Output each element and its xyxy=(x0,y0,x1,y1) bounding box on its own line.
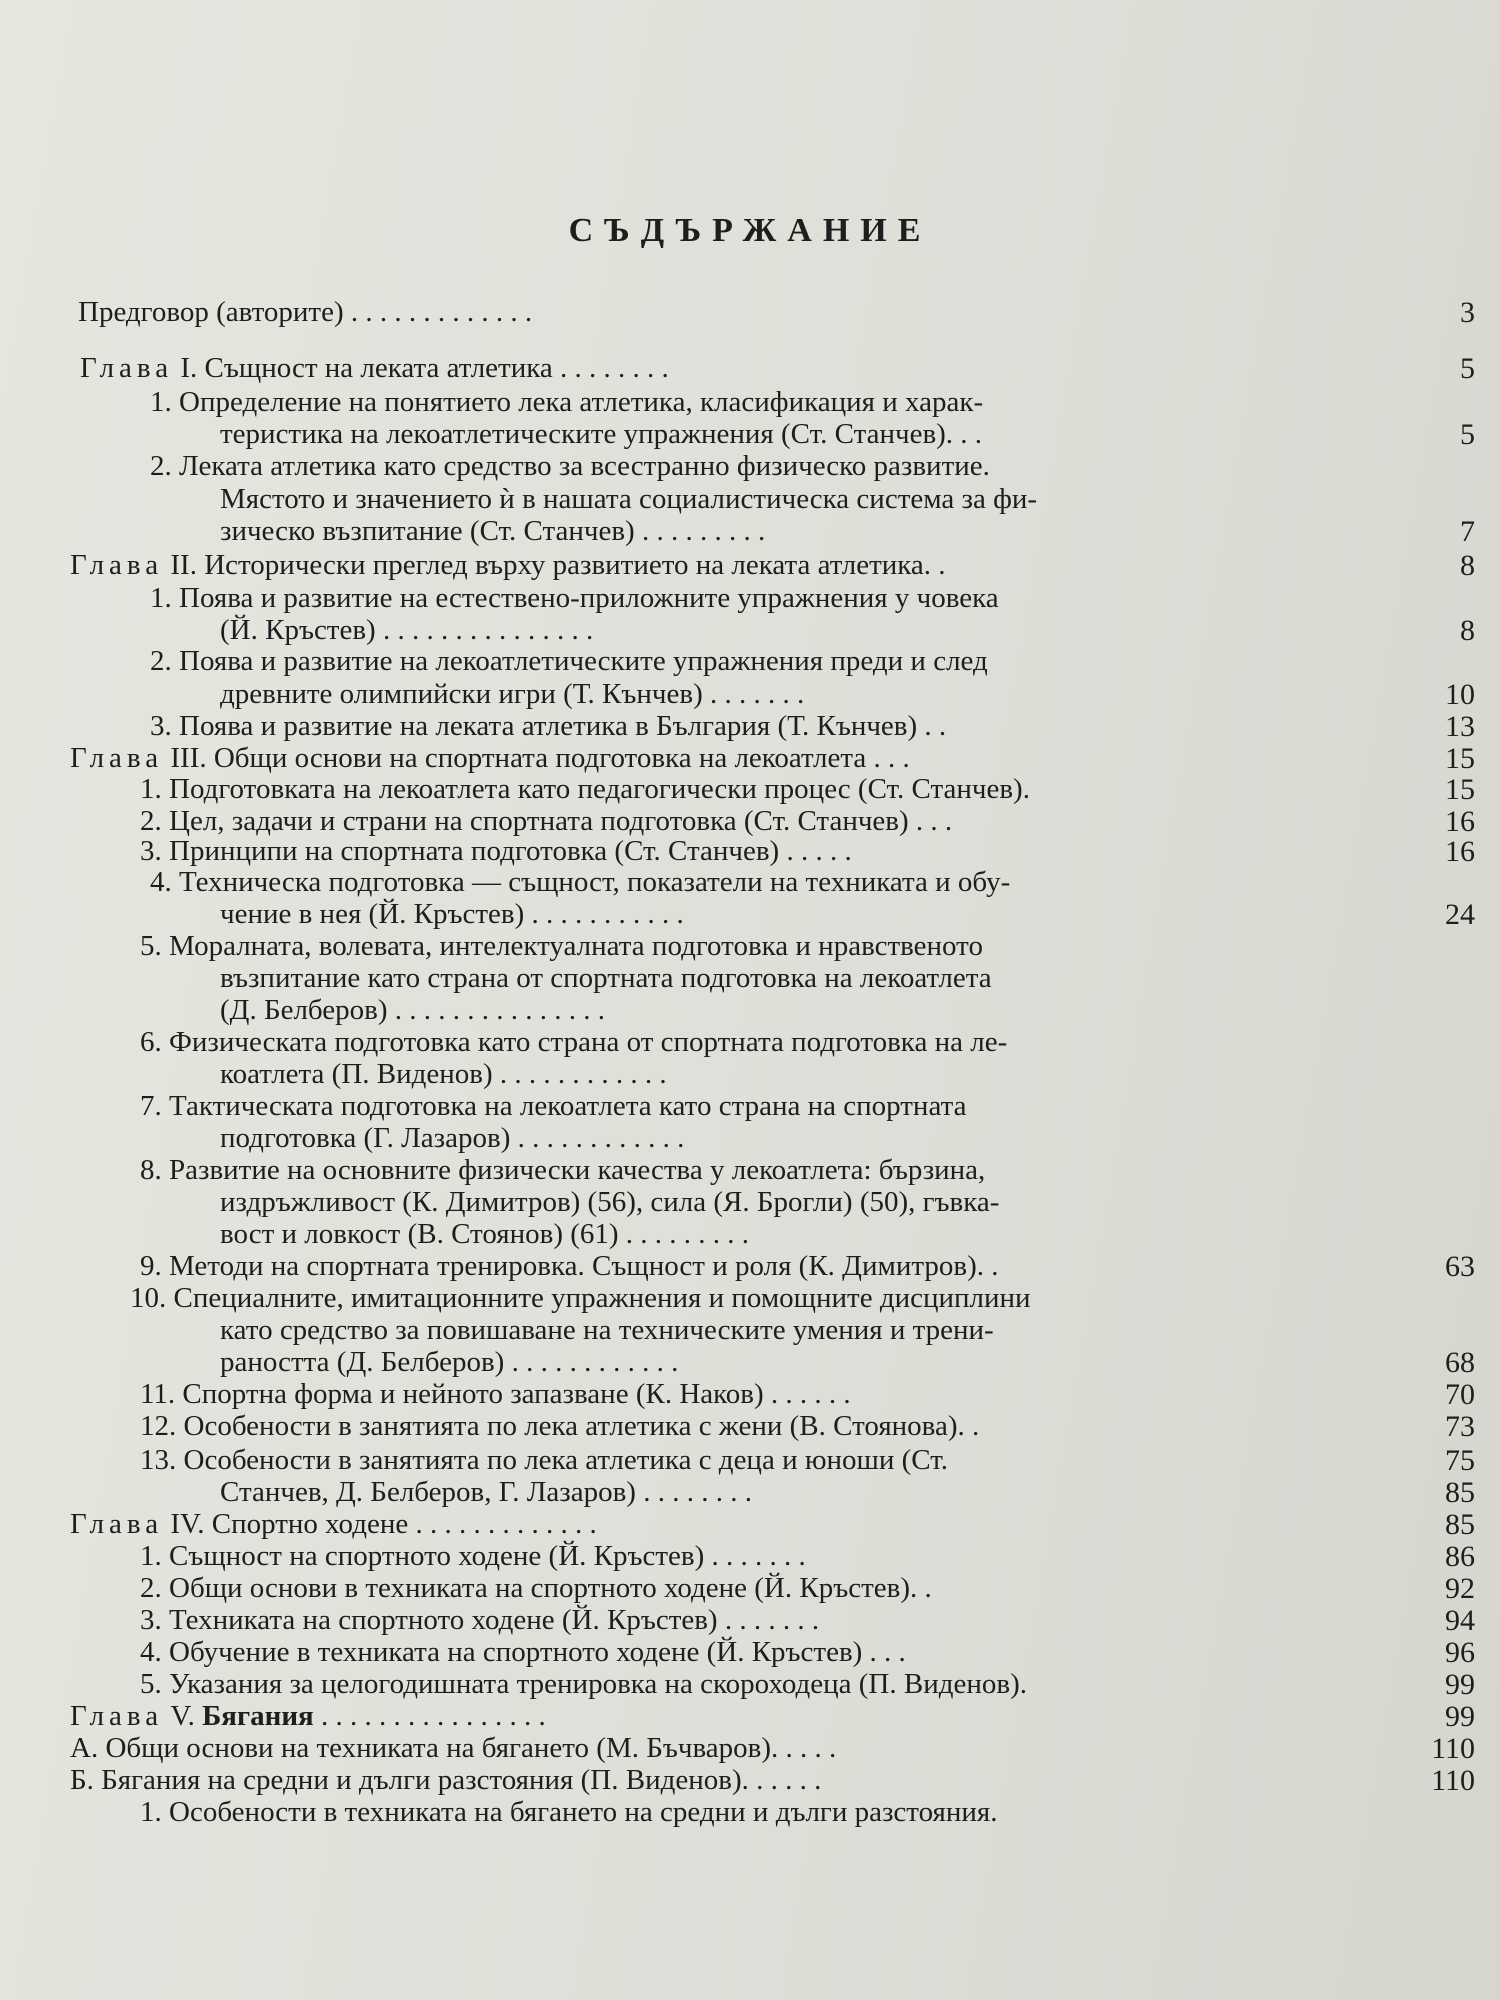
toc-entry-text: 4. Техническа подготовка — същност, показатели на техниката и обу- xyxy=(150,866,1011,898)
page-title: СЪДЪРЖАНИЕ xyxy=(568,212,932,249)
toc-entry-page: 10 xyxy=(1445,678,1475,711)
toc-entry-text: 10. Специалните, имитационните упражнения и помощните дисциплини xyxy=(130,1282,1031,1314)
toc-entry-text: 11. Спортна форма и нейното запазване (К. Наков) . . . . . . xyxy=(140,1378,851,1410)
toc-entry-text: 1. Поява и развитие на естествено-приложните упражнения у човека xyxy=(150,582,999,614)
toc-entry-page: 96 xyxy=(1445,1636,1475,1669)
toc-entry-text: Станчев, Д. Белберов, Г. Лазаров) . . . . . . . . xyxy=(220,1476,752,1508)
toc-entry-page: 110 xyxy=(1431,1764,1475,1797)
toc-entry-page: 70 xyxy=(1445,1378,1475,1411)
toc-entry-page: 5 xyxy=(1460,352,1475,385)
toc-entry-text: 2. Леката атлетика като средство за всестранно физическо развитие. xyxy=(150,450,990,482)
toc-entry-text: Глава IV. Спортно ходене . . . . . . . . . . . . . xyxy=(70,1508,597,1540)
toc-entry-text: 1. Особености в техниката на бягането на средни и дълги разстояния. xyxy=(140,1796,998,1828)
toc-entry-text: 2. Цел, задачи и страни на спортната подготовка (Ст. Станчев) . . . xyxy=(140,805,953,837)
toc-entry-text: Предговор (авторите) . . . . . . . . . . . . . xyxy=(78,296,533,328)
toc-entry-page: 15 xyxy=(1445,773,1475,806)
toc-entry-text: 7. Тактическата подготовка на лекоатлета като страна на спортната xyxy=(140,1090,967,1122)
toc-entry-text: 5. Моралната, волевата, интелектуалната подготовка и нравственото xyxy=(140,930,983,962)
toc-entry-page: 5 xyxy=(1460,418,1475,451)
toc-entry-page: 85 xyxy=(1445,1476,1475,1509)
toc-entry-page: 68 xyxy=(1445,1346,1475,1379)
toc-entry-text: подготовка (Г. Лазаров) . . . . . . . . . . . . xyxy=(220,1122,685,1154)
toc-entry-text: 5. Указания за целогодишната тренировка на скороходеца (П. Виденов). xyxy=(140,1668,1027,1700)
toc-entry-text: зическо възпитание (Ст. Станчев) . . . . . . . . . xyxy=(220,515,766,547)
toc-entry-text: 13. Особености в занятията по лека атлетика с деца и юноши (Ст. xyxy=(140,1444,948,1476)
toc-entry-text: 8. Развитие на основните физически качества у лекоатлета: бързина, xyxy=(140,1154,986,1186)
toc-entry-text: раността (Д. Белберов) . . . . . . . . . . . . xyxy=(220,1346,679,1378)
toc-entry-text: 4. Обучение в техниката на спортното ходене (Й. Кръстев) . . . xyxy=(140,1636,906,1668)
toc-entry-page: 15 xyxy=(1445,742,1475,775)
toc-entry-text: Глава I. Същност на леката атлетика . . . . . . . . xyxy=(80,352,669,384)
toc-entry-text: 1. Подготовката на лекоатлета като педагогически процес (Ст. Станчев). xyxy=(140,773,1030,805)
toc-entry-page: 99 xyxy=(1445,1668,1475,1701)
toc-entry-text: чение в нея (Й. Кръстев) . . . . . . . . . . . xyxy=(220,898,684,930)
toc-entry-page: 16 xyxy=(1445,805,1475,838)
toc-entry-text: издръжливост (К. Димитров) (56), сила (Я. Брогли) (50), гъвка- xyxy=(220,1186,1000,1218)
toc-entry-text: 3. Принципи на спортната подготовка (Ст. Станчев) . . . . . xyxy=(140,835,852,867)
toc-entry-page: 94 xyxy=(1445,1604,1475,1637)
toc-entry-page: 110 xyxy=(1431,1732,1475,1765)
toc-entry-text: 9. Методи на спортната тренировка. Същност и роля (К. Димитров). . xyxy=(140,1250,999,1282)
toc-entry-text: Мястото и значението ѝ в нашата социалистическа система за фи- xyxy=(220,483,1038,515)
toc-entry-page: 24 xyxy=(1445,898,1475,931)
toc-entry-text: Б. Бягания на средни и дълги разстояния (П. Виденов). . . . . . xyxy=(70,1764,822,1796)
toc-entry-page: 13 xyxy=(1445,710,1475,743)
toc-entry-page: 8 xyxy=(1460,549,1475,582)
toc-entry-page: 7 xyxy=(1460,515,1475,548)
toc-entry-page: 86 xyxy=(1445,1540,1475,1573)
toc-entry-text: 1. Определение на понятието лека атлетика, класификация и харак- xyxy=(150,386,984,418)
toc-entry-text: Глава III. Общи основи на спортната подготовка на лекоатлета . . . xyxy=(70,742,910,774)
toc-entry-text: (Д. Белберов) . . . . . . . . . . . . . . . xyxy=(220,994,606,1026)
toc-entry-text: като средство за повишаване на техническите умения и трени- xyxy=(220,1314,994,1346)
toc-entry-text: 6. Физическата подготовка като страна от спортната подготовка на ле- xyxy=(140,1026,1008,1058)
toc-entry-text: 1. Същност на спортното ходене (Й. Кръстев) . . . . . . . xyxy=(140,1540,806,1572)
toc-entry-text: 2. Общи основи в техниката на спортното ходене (Й. Кръстев). . xyxy=(140,1572,932,1604)
toc-entry-page: 3 xyxy=(1460,296,1475,329)
toc-entry-text: Глава II. Исторически преглед върху развитието на леката атлетика. . xyxy=(70,549,946,581)
toc-entry-text: коатлета (П. Виденов) . . . . . . . . . . . . xyxy=(220,1058,667,1090)
toc-entry-text: теристика на лекоатлетическите упражнения (Ст. Станчев). . . xyxy=(220,418,983,450)
toc-entry-page: 8 xyxy=(1460,614,1475,647)
toc-entry-text: 3. Поява и развитие на леката атлетика в България (Т. Кънчев) . . xyxy=(150,710,947,742)
toc-entry-text: 3. Техниката на спортното ходене (Й. Кръстев) . . . . . . . xyxy=(140,1604,820,1636)
toc-entry-page: 92 xyxy=(1445,1572,1475,1605)
toc-entry-page: 75 xyxy=(1445,1444,1475,1477)
toc-entry-page: 73 xyxy=(1445,1410,1475,1443)
toc-entry-text: Глава V. Бягания . . . . . . . . . . . . . . . . xyxy=(70,1700,546,1732)
toc-entry-page: 99 xyxy=(1445,1700,1475,1733)
toc-entry-text: възпитание като страна от спортната подготовка на лекоатлета xyxy=(220,962,992,994)
toc-entry-text: 12. Особености в занятията по лека атлетика с жени (В. Стоянова). . xyxy=(140,1410,980,1442)
toc-entry-text: 2. Поява и развитие на лекоатлетическите упражнения преди и след xyxy=(150,645,988,677)
toc-entry-text: (Й. Кръстев) . . . . . . . . . . . . . . . xyxy=(220,614,594,646)
toc-entry-page: 85 xyxy=(1445,1508,1475,1541)
toc-entry-text: древните олимпийски игри (Т. Кънчев) . . . . . . . xyxy=(220,678,805,710)
toc-entry-page: 16 xyxy=(1445,835,1475,868)
toc-entry-page: 63 xyxy=(1445,1250,1475,1283)
toc-entry-text: вост и ловкост (В. Стоянов) (61) . . . . . . . . . xyxy=(220,1218,750,1250)
toc-entry-text: А. Общи основи на техниката на бягането (М. Бъчваров). . . . . xyxy=(70,1732,837,1764)
